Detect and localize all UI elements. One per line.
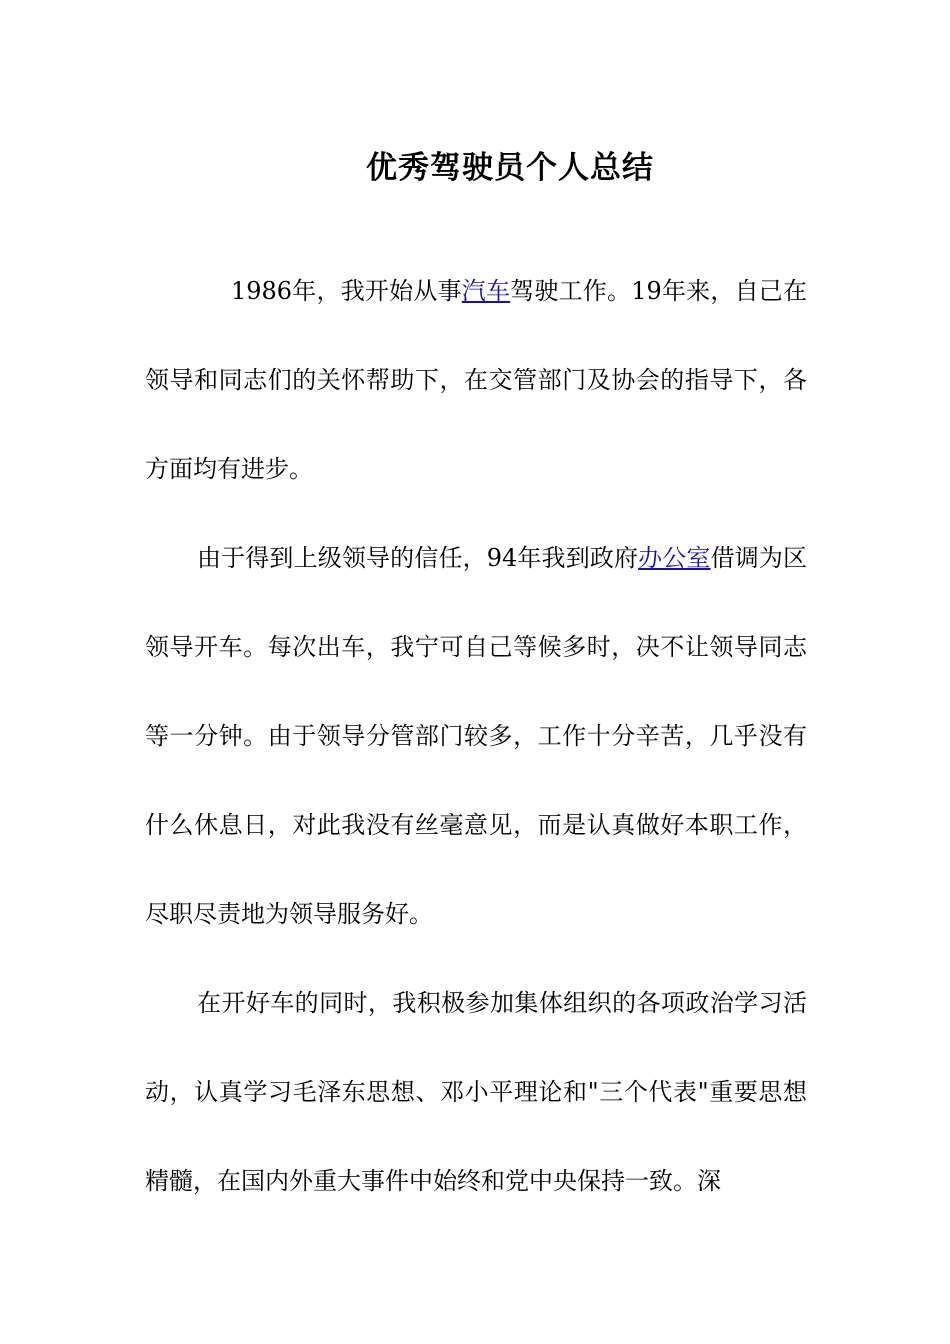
paragraph-1 bbox=[145, 247, 807, 514]
document-title: 优秀驾驶员个人总结 bbox=[366, 150, 654, 186]
document-body bbox=[145, 247, 807, 1226]
link-bangongshi[interactable]: 办公室 bbox=[638, 544, 711, 572]
text-segment: 由于得到上级领导的信任，94年我到政府 bbox=[197, 544, 639, 572]
text-segment: 1986年，我开始从事 bbox=[231, 277, 462, 305]
link-qiche[interactable]: 汽车 bbox=[461, 277, 511, 305]
text-segment: 在开好车的同时，我积极参加集体组织的各项政治学习活动，认真学习毛泽东思想、邓小平理论和"三个代表"重要思想精髓，在国内外重大事件中始终和党中央保持一致。深 bbox=[145, 989, 807, 1195]
paragraph-2 bbox=[145, 514, 807, 959]
text-segment: 借调为区领导开车。每次出车，我宁可自己等候多时，决不让领导同志等一分钟。由于领导分管部门较多，工作十分辛苦，几乎没有什么休息日，对此我没有丝毫意见，而是认真做好本职工作，尽职尽责地为领导服务好。 bbox=[145, 544, 808, 928]
paragraph-3 bbox=[145, 959, 807, 1226]
text-segment: 驾驶工作。19年来，自己在领导和同志们的关怀帮助下，在交管部门及协会的指导下，各方面均有进步。 bbox=[145, 277, 808, 483]
